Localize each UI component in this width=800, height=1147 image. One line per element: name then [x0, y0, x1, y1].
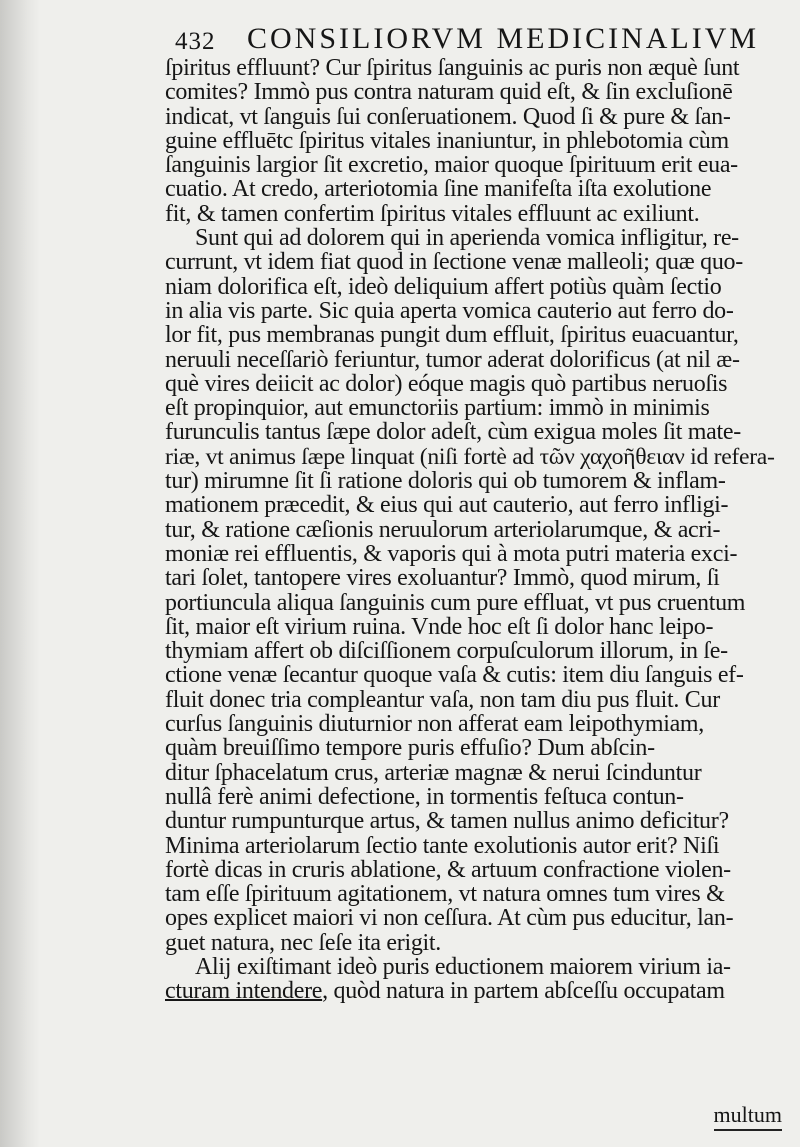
text-line: riæ, vt animus ſæpe linquat (niſi fortè ad τῶν χαχοῆθειαν id refera-	[165, 443, 775, 470]
text-line: ſit, maior eſt virium ruina. Vnde hoc eſt ſi dolor hanc leipo-	[165, 613, 714, 640]
text-line: thymiam affert ob diſciſſionem corpuſculorum illorum, in ſe-	[165, 638, 728, 665]
text-line: duntur rumpunturque artus, & tamen nullus animo deficitur?	[165, 808, 729, 835]
text-line: ſanguinis largior ſit excretio, maior quoque ſpirituum erit eua-	[165, 152, 738, 179]
text-line: opes explicet maiori vi non ceſſura. At cùm pus educitur, lan-	[165, 905, 734, 932]
text-line: comites? Immò pus contra naturam quid eſt, & ſin excluſionē	[165, 79, 733, 106]
text-line: in alia vis parte. Sic quia aperta vomica cauterio aut ferro do-	[165, 297, 734, 324]
underlined-phrase: cturam intendere	[165, 978, 323, 1005]
text-line: cturam intendere, quòd natura in partem abſceſſu occupatam	[165, 978, 725, 1005]
text-line: eſt propinquior, aut emunctoriis partium: immò in minimis	[165, 395, 710, 422]
text-line: tari ſolet, tantopere vires exoluantur? Immò, quod mirum, ſi	[165, 565, 720, 592]
text-line: ditur ſphacelatum crus, arteriæ magnæ & nerui ſcinduntur	[165, 759, 702, 786]
catchword: multum	[714, 1102, 782, 1131]
text-line: quàm breuiſſimo tempore puris effuſio? Dum abſcin-	[165, 735, 655, 762]
text-line: nullâ ferè animi defectione, in tormentis feſtuca contun-	[165, 783, 684, 810]
text-line: portiuncula aliqua ſanguinis cum pure effluat, vt pus cruentum	[165, 589, 746, 616]
text-line: guet natura, nec ſeſe ita erigit.	[165, 929, 441, 956]
text-line: fluit donec tria compleantur vaſa, non tam diu pus fluit. Cur	[165, 686, 720, 713]
running-title: CONSILIORVM MEDICINALIVM	[247, 22, 760, 55]
text-line: ſpiritus effluunt? Cur ſpiritus ſanguinis ac puris non æquè ſunt	[165, 55, 740, 81]
text-line: fit, & tamen confertim ſpiritus vitales effluunt ac exiliunt.	[165, 200, 700, 227]
text-line: mationem præcedit, & eius qui aut cauterio, aut ferro infligi-	[165, 492, 729, 519]
page-header	[175, 14, 775, 58]
text-line: lor fit, pus membranas pungit dum effluit, ſpiritus euacuantur,	[165, 322, 739, 349]
text-line: fortè dicas in cruris ablatione, & artuum confractione violen-	[165, 856, 731, 883]
text-line: tur, & ratione cæſionis neruulorum arteriolarumque, & acri-	[165, 516, 721, 543]
text-line: indicat, vt ſanguis ſui conſeruationem. Quod ſi & pure & ſan-	[165, 103, 731, 130]
body-text	[165, 56, 775, 1004]
text-line: què vires deiicit ac dolor) eóque magis quò partibus neruoſis	[165, 370, 728, 397]
text-line: tur) mirumne ſit ſi ratione doloris qui ob tumorem & inflam-	[165, 468, 726, 495]
page-gutter-shadow	[0, 0, 40, 1147]
text-line: moniæ rei effluentis, & vaporis qui à mota putri materia exci-	[165, 540, 738, 567]
text-line: furunculis tantus ſæpe dolor adeſt, cùm exigua moles ſit mate-	[165, 419, 741, 446]
text-line: Minima arteriolarum ſectio tante exolutionis autor erit? Niſi	[165, 832, 720, 859]
text-line: Alij exiſtimant ideò puris eductionem maiorem virium ia-	[195, 953, 731, 980]
text-line: Sunt qui ad dolorem qui in aperienda vomica infligitur, re-	[195, 225, 739, 252]
text-line: guine effluētc ſpiritus vitales inaniuntur, in phlebotomia cùm	[165, 127, 729, 154]
text-line: niam dolorifica eſt, ideò deliquium affert potiùs quàm ſectio	[165, 273, 722, 300]
text-line: currunt, vt idem fiat quod in ſectione venæ malleoli; quæ quo-	[165, 249, 743, 276]
text-line: tam eſſe ſpirituum agitationem, vt natura omnes tum vires &	[165, 881, 725, 908]
text-line: neruuli neceſſariò feriuntur, tumor aderat dolorificus (at nil æ-	[165, 346, 740, 373]
text-line: ctione venæ ſecantur quoque vaſa & cutis: item diu ſanguis ef-	[165, 662, 744, 689]
text-line: cuatio. At credo, arteriotomia ſine manifeſta iſta exolutione	[165, 176, 712, 203]
page-number: 432	[175, 28, 216, 55]
text-line: curſus ſanguinis diuturnior non afferat eam leipothymiam,	[165, 711, 704, 738]
